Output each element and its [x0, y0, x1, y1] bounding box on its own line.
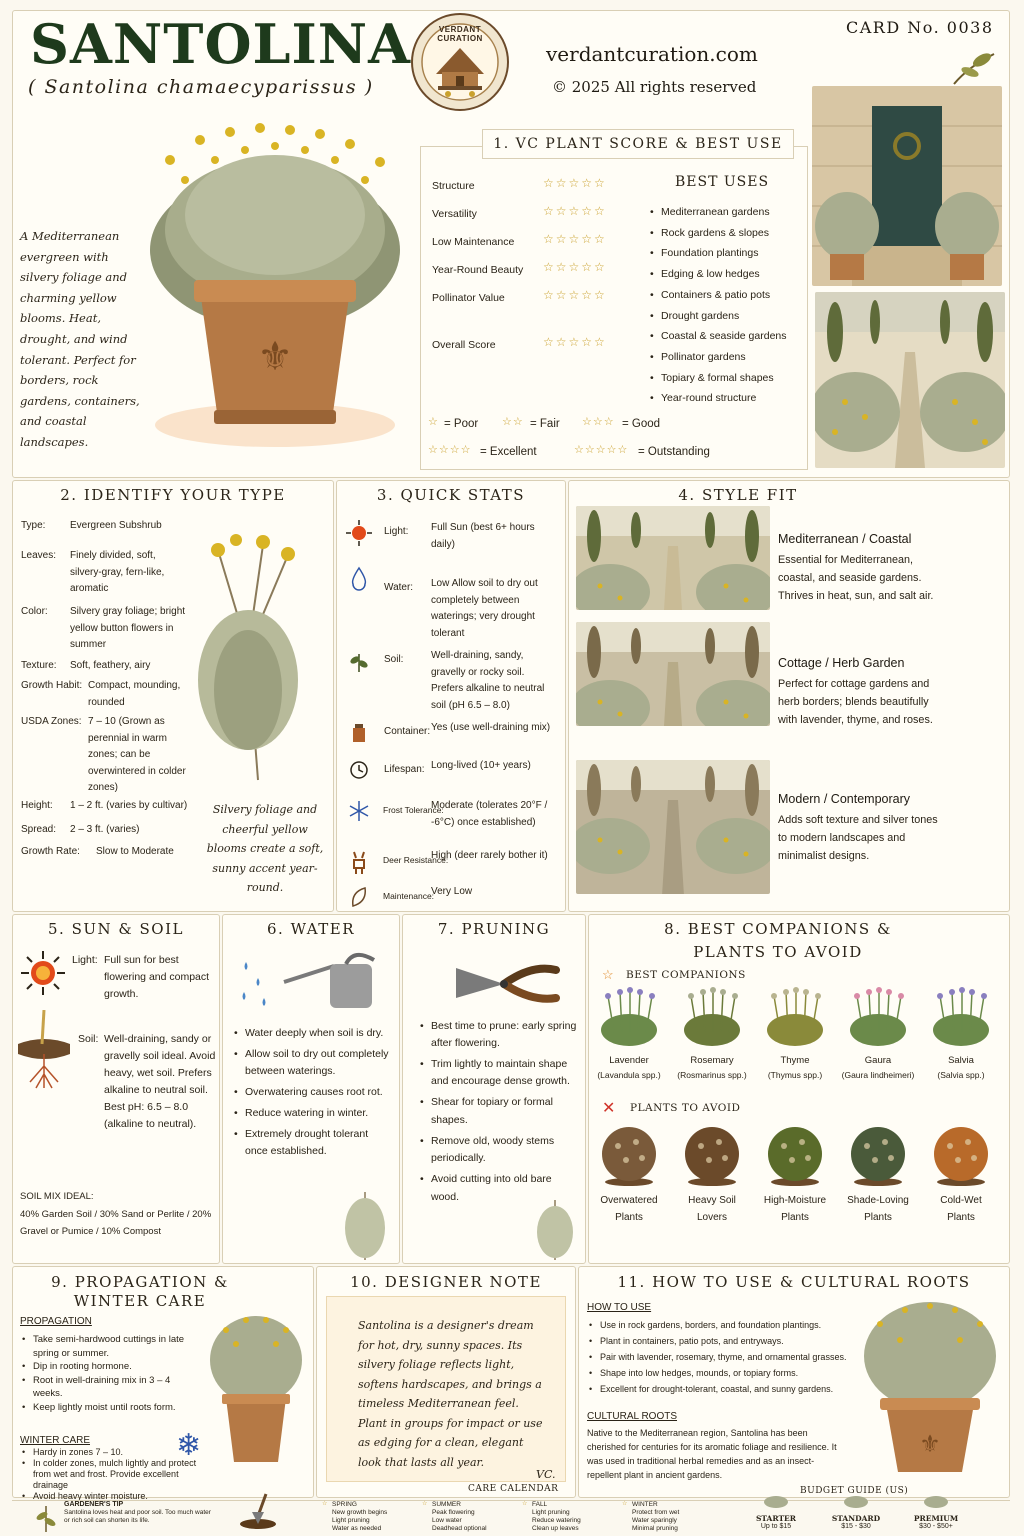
score-label: Pollinator Value — [432, 292, 505, 304]
style-illustration-2 — [576, 622, 770, 726]
season-item: Deadhead optional — [432, 1525, 487, 1532]
best-uses-title: BEST USES — [675, 174, 770, 190]
watering-can-icon — [236, 948, 384, 1014]
legend-stars: ☆ — [428, 415, 439, 428]
avoid-1-illustration — [596, 1122, 662, 1188]
pruning-sprig-illustration — [530, 1196, 580, 1260]
water-tip: • Reduce watering in winter. — [232, 1105, 392, 1122]
x-icon: ✕ — [602, 1098, 616, 1117]
cultural-roots-label: CULTURAL ROOTS — [587, 1411, 678, 1422]
avoid-sub: Plants — [781, 1212, 809, 1223]
identify-key: Spread: — [21, 824, 57, 835]
avoid-5-illustration — [928, 1122, 994, 1188]
companion-latin: (Salvia spp.) — [937, 1070, 985, 1080]
page-title: SANTOLINA — [30, 12, 411, 76]
identify-value: Finely divided, soft, silvery-gray, fern-like, aromatic — [70, 550, 165, 595]
season-star-icon: ☆ — [422, 1500, 428, 1507]
score-label: Versatility — [432, 208, 477, 220]
water-tip: • Allow soil to dry out completely between waterings. — [232, 1046, 392, 1081]
best-use-item: • Containers & patio pots — [648, 285, 808, 306]
howto-list — [587, 1317, 862, 1397]
avoid-4-illustration — [845, 1122, 911, 1188]
style-body: Perfect for cottage gardens and herb borders; blends beautifully with lavender, thyme, and roses. — [778, 678, 933, 727]
avoid-sub: Lovers — [696, 1212, 727, 1223]
sun-soil-label: Soil: — [78, 1033, 99, 1045]
howto-item: • Pair with lavender, rosemary, thyme, and ornamental grasses. — [587, 1349, 862, 1365]
season-item: Minimal pruning — [632, 1525, 678, 1532]
water-tip: • Water deeply when soil is dry. — [232, 1025, 392, 1042]
stat-value: Moderate (tolerates 20°F / -6°C) once established) — [431, 800, 548, 828]
water-tip: • Extremely drought tolerant once established. — [232, 1126, 392, 1161]
designer-note-text: Santolina is a designer's dream for hot, dry, sunny spaces. Its silvery foliage reflects light, softens hardscapes, and brings a timeless Mediterranean feel. Plant in groups for impact or use as edging for a clean, elegant look that lasts all year. — [358, 1319, 543, 1469]
avoid-sub: Plants — [615, 1212, 643, 1223]
season-name: SUMMER — [432, 1501, 461, 1508]
season-item: New growth begins — [332, 1509, 388, 1516]
budget-icon — [842, 1494, 870, 1514]
star-icon: ☆ — [602, 968, 614, 983]
budget-tier: STARTER — [755, 1514, 797, 1523]
sun-soil-text: Well-draining, sandy or gravelly soil ideal. Avoid heavy, wet soil. Prefers alkaline to neutral soil. Best pH: 6.5 – 8.0 (alkaline to neutral). — [104, 1033, 216, 1130]
style-heading: Modern / Contemporary — [778, 792, 911, 806]
identify-key: Type: — [21, 520, 46, 531]
companion-latin: (Rosmarinus spp.) — [677, 1070, 747, 1080]
best-use-item: • Topiary & formal shapes — [648, 368, 808, 389]
sun-light-text: Full sun for best flowering and compact growth. — [104, 954, 210, 1000]
howto-item: • Excellent for drought-tolerant, coastal, and sunny gardens. — [587, 1381, 862, 1397]
season-name: FALL — [532, 1501, 548, 1508]
sun-icon — [344, 520, 374, 548]
stats-title: 3. QUICK STATS — [376, 486, 526, 504]
svg-text:⚜: ⚜ — [257, 334, 293, 380]
howto-title: 11. HOW TO USE & CULTURAL ROOTS — [617, 1273, 971, 1291]
pruning-list — [418, 1014, 578, 1206]
propagation-title-2: WINTER CARE — [73, 1292, 207, 1310]
style-title: 4. STYLE FIT — [678, 486, 798, 504]
pruning-tip: • Best time to prune: early spring after flowering. — [418, 1018, 578, 1053]
tip-title: GARDENER'S TIP — [64, 1501, 124, 1508]
best-use-item: • Coastal & seaside gardens — [648, 326, 808, 347]
season-star-icon: ☆ — [522, 1500, 528, 1507]
stat-key: Frost Tolerance: — [383, 805, 444, 815]
companion-thyme-illustration — [762, 986, 828, 1048]
copyright-text: © 2025 All rights reserved — [552, 78, 757, 96]
identify-key: USDA Zones: — [21, 716, 82, 727]
svg-text:⚜: ⚜ — [919, 1430, 941, 1458]
soil-leaf-icon — [344, 650, 374, 678]
identify-key: Growth Rate: — [21, 846, 80, 857]
avoid-sub: Plants — [947, 1212, 975, 1223]
avoid-sub: Plants — [864, 1212, 892, 1223]
pruning-tip: • Remove old, woody stems periodically. — [418, 1133, 578, 1168]
howto-item: • Shape into low hedges, mounds, or topiary forms. — [587, 1365, 862, 1381]
identify-caption: Silvery foliage and cheerful yellow blooms create a soft, sunny accent year-round. — [206, 803, 324, 894]
identify-value: Silvery gray foliage; bright yellow button flowers in summer — [70, 606, 186, 651]
companion-name: Rosemary — [690, 1055, 734, 1066]
howto-pot-illustration — [860, 1300, 1000, 1476]
score-stars: ☆☆☆☆☆ — [543, 232, 607, 246]
legend-label: = Good — [622, 418, 661, 430]
season-item: Protect from wet — [632, 1509, 680, 1516]
sun-light-label: Light: — [72, 954, 98, 966]
legend-label: = Outstanding — [638, 446, 710, 458]
identify-value: Soft, feathery, airy — [70, 660, 151, 671]
soil-mix-title: SOIL MIX IDEAL: — [20, 1191, 94, 1202]
best-use-item: • Mediterranean gardens — [648, 202, 808, 223]
trowel-icon — [238, 1490, 278, 1530]
winter-care-label: WINTER CARE — [20, 1435, 90, 1446]
season-item: Light pruning — [532, 1509, 570, 1516]
tip-text: Santolina loves heat and poor soil. Too much water or rich soil can shorten its life. — [64, 1509, 211, 1524]
water-list — [232, 1021, 392, 1161]
avoid-name: Heavy Soil — [688, 1195, 736, 1206]
overall-score-label: Overall Score — [432, 339, 496, 351]
propagation-step: • Dip in rooting hormone. — [20, 1360, 200, 1374]
best-use-item: • Foundation plantings — [648, 243, 808, 264]
identify-title: 2. IDENTIFY YOUR TYPE — [60, 486, 286, 504]
style-illustration-1 — [576, 506, 770, 610]
companion-rosemary-illustration — [679, 986, 745, 1048]
best-use-item: • Drought gardens — [648, 306, 808, 327]
companion-name: Lavender — [609, 1055, 649, 1066]
entry-door-illustration — [812, 86, 1002, 286]
budget-title: BUDGET GUIDE (US) — [800, 1486, 909, 1496]
avoid-2-illustration — [679, 1122, 745, 1188]
propagation-label: PROPAGATION — [20, 1316, 92, 1327]
designer-signature: VC. — [536, 1468, 556, 1481]
stat-value: Well-draining, sandy, gravelly or rocky soil. Prefers alkaline to neutral soil (pH 6.5 – 8.0) — [431, 650, 545, 711]
hero-plant-illustration — [140, 120, 410, 450]
identify-value: Evergreen Subshrub — [70, 520, 162, 531]
identify-value: 7 – 10 (Grown as perennial in warm zones; can be overwintered in colder zones) — [88, 716, 186, 794]
soil-roots-icon — [14, 1010, 74, 1090]
winter-care-list — [20, 1447, 200, 1502]
snowflake-icon: ❄ — [176, 1428, 202, 1463]
avoid-name: Shade-Loving — [847, 1195, 909, 1206]
style-body: Adds soft texture and silver tones to modern landscapes and minimalist designs. — [778, 814, 938, 863]
budget-tier: STANDARD — [831, 1514, 881, 1523]
intro-text: A Mediterranean evergreen with silvery foliage and charming yellow blooms. Heat, drought, and wind tolerant. Perfect for borders, rock gardens, containers, and coastal landscapes. — [20, 229, 140, 449]
score-legend — [428, 415, 798, 465]
stat-value: Long-lived (10+ years) — [431, 760, 531, 771]
season-item: Peak flowering — [432, 1509, 475, 1516]
avoid-name: Overwatered — [600, 1195, 658, 1206]
score-label: Year-Round Beauty — [432, 264, 524, 276]
identify-key: Growth Habit: — [21, 680, 83, 691]
style-heading: Cottage / Herb Garden — [778, 656, 905, 670]
identify-key: Texture: — [21, 660, 57, 671]
legend-stars: ☆☆ — [502, 415, 524, 428]
style-body: Essential for Mediterranean, coastal, and seaside gardens. Thrives in heat, sun, and salt air. — [778, 554, 934, 603]
season-star-icon: ☆ — [322, 1500, 328, 1507]
stat-key: Maintenance: — [383, 891, 435, 901]
score-stars: ☆☆☆☆☆ — [543, 288, 607, 302]
best-use-item: • Edging & low hedges — [648, 264, 808, 285]
best-uses-list — [648, 202, 808, 409]
propagation-title-1: 9. PROPAGATION & — [51, 1273, 229, 1291]
card-number: CARD No. 0038 — [846, 18, 994, 37]
companion-name: Salvia — [948, 1055, 974, 1066]
legend-stars: ☆☆☆☆☆ — [574, 443, 629, 456]
season-item: Water sparingly — [632, 1517, 677, 1524]
avoid-3-illustration — [762, 1122, 828, 1188]
score-label: Low Maintenance — [432, 236, 515, 248]
companion-name: Thyme — [780, 1055, 810, 1066]
season-item: Low water — [432, 1517, 462, 1524]
budget-price: $15 - $30 — [841, 1523, 871, 1530]
pruning-title: 7. PRUNING — [437, 920, 551, 938]
stat-key: Soil: — [384, 654, 404, 665]
score-title: 1. VC PLANT SCORE & BEST USE — [493, 136, 783, 152]
soil-mix-text: 40% Garden Soil / 30% Sand or Perlite / 20% Gravel or Pumice / 10% Compost — [20, 1209, 212, 1237]
best-use-item: • Year-round structure — [648, 388, 808, 409]
season-item: Reduce watering — [532, 1517, 581, 1524]
calendar-title: CARE CALENDAR — [468, 1484, 559, 1494]
score-stars: ☆☆☆☆☆ — [543, 204, 607, 218]
propagation-list — [20, 1333, 200, 1415]
garden-path-illustration — [815, 292, 1005, 468]
companion-latin: (Thymus spp.) — [767, 1070, 823, 1080]
season-star-icon: ☆ — [622, 1500, 628, 1507]
maintenance-leaf-icon — [344, 886, 374, 914]
stat-key: Deer Resistance: — [383, 855, 449, 865]
santolina-sprig-illustration — [188, 530, 328, 790]
website-link[interactable]: verdantcuration.com — [546, 42, 758, 66]
propagation-step: • Root in well-draining mix in 3 – 4 weeks. — [20, 1374, 200, 1401]
pruning-tip: • Trim lightly to maintain shape and encourage dense growth. — [418, 1056, 578, 1091]
best-use-item: • Rock gardens & slopes — [648, 223, 808, 244]
stat-value: Low Allow soil to dry out completely between waterings; very drought tolerant — [431, 578, 538, 639]
howto-item: • Plant in containers, patio pots, and entryways. — [587, 1333, 862, 1349]
identify-value: Compact, mounding, rounded — [88, 680, 181, 708]
winter-care-step: • Hardy in zones 7 – 10. — [20, 1447, 200, 1458]
winter-care-step: • In colder zones, mulch lightly and protect from wet and frost. Provide excellent drainage — [20, 1458, 200, 1491]
logo-text: VERDANT CURATION — [437, 25, 483, 43]
season-item: Clean up leaves — [532, 1525, 579, 1532]
potted-santolina-illustration — [206, 1310, 306, 1466]
brand-logo — [410, 12, 510, 112]
overall-score-stars: ☆☆☆☆☆ — [543, 335, 607, 349]
legend-stars: ☆☆☆☆ — [428, 443, 472, 456]
best-use-item: • Pollinator gardens — [648, 347, 808, 368]
identify-key: Height: — [21, 800, 53, 811]
stat-value: Yes (use well-draining mix) — [431, 722, 551, 733]
style-heading: Mediterranean / Coastal — [778, 532, 912, 546]
howto-label: HOW TO USE — [587, 1302, 652, 1313]
water-drop-icon — [344, 566, 374, 594]
frost-snowflake-icon — [344, 800, 374, 828]
container-icon — [344, 722, 374, 750]
score-stars: ☆☆☆☆☆ — [543, 176, 607, 190]
stat-value: Full Sun (best 6+ hours daily) — [431, 522, 535, 550]
budget-icon — [922, 1494, 950, 1514]
companion-lavender-illustration — [596, 986, 662, 1048]
identify-value: 1 – 2 ft. (varies by cultivar) — [70, 800, 188, 811]
style-illustration-3 — [576, 760, 770, 894]
stat-key: Lifespan: — [384, 764, 425, 775]
deer-icon — [344, 850, 374, 878]
companion-salvia-illustration — [928, 986, 994, 1048]
pruning-tip: • Avoid cutting into old bare wood. — [418, 1171, 578, 1206]
season-name: SPRING — [332, 1501, 357, 1508]
lifespan-clock-icon — [344, 760, 374, 788]
companion-latin: (Gaura lindheimeri) — [841, 1070, 915, 1080]
budget-tier: PREMIUM — [913, 1514, 959, 1523]
budget-icon — [762, 1494, 790, 1514]
score-stars: ☆☆☆☆☆ — [543, 260, 607, 274]
stat-key: Container: — [384, 726, 431, 737]
pruning-shears-icon — [452, 958, 562, 1008]
winter-care-step: • Avoid heavy winter moisture. — [20, 1491, 200, 1502]
stat-value: High (deer rarely bother it) — [431, 850, 548, 861]
score-label: Structure — [432, 180, 475, 192]
pruning-tip: • Shear for topiary or formal shapes. — [418, 1094, 578, 1129]
legend-label: = Poor — [444, 418, 479, 430]
leaf-icon — [950, 48, 998, 88]
season-name: WINTER — [632, 1501, 658, 1508]
budget-price: $30 - $50+ — [919, 1523, 953, 1530]
legend-label: = Fair — [530, 418, 560, 430]
season-item: Light pruning — [332, 1517, 370, 1524]
stat-key: Water: — [384, 582, 414, 593]
identify-value: Slow to Moderate — [96, 846, 174, 857]
avoid-name: Cold-Wet — [940, 1195, 982, 1206]
howto-item: • Use in rock gardens, borders, and foundation plantings. — [587, 1317, 862, 1333]
companion-name: Gaura — [864, 1055, 892, 1066]
propagation-step: • Take semi-hardwood cuttings in late spring or summer. — [20, 1333, 200, 1360]
companions-title-2: PLANTS TO AVOID — [693, 943, 863, 961]
companion-gaura-illustration — [845, 986, 911, 1048]
best-companions-label: BEST COMPANIONS — [626, 969, 746, 981]
cultural-roots-text: Native to the Mediterranean region, Santolina has been cherished for centuries for its aromatic foliage and resilience. It was used in traditional herbal remedies and as an insect-repellent plant in ancient gardens. — [587, 1428, 837, 1480]
avoid-name: High-Moisture — [763, 1195, 827, 1206]
designer-title: 10. DESIGNER NOTE — [350, 1273, 542, 1291]
companion-latin: (Lavandula spp.) — [597, 1070, 661, 1080]
sun-title: 5. SUN & SOIL — [48, 920, 184, 938]
water-title: 6. WATER — [266, 920, 355, 938]
sun-icon — [20, 950, 66, 996]
water-sprig-illustration — [340, 1186, 390, 1260]
plants-to-avoid-label: PLANTS TO AVOID — [630, 1102, 741, 1114]
leaf-tip-icon — [34, 1502, 58, 1532]
season-item: Water as needed — [332, 1525, 382, 1532]
water-tip: • Overwatering causes root rot. — [232, 1084, 392, 1101]
stat-key: Light: — [384, 526, 409, 537]
legend-stars: ☆☆☆ — [582, 415, 615, 428]
identify-value: 2 – 3 ft. (varies) — [70, 824, 140, 835]
budget-price: Up to $15 — [760, 1523, 792, 1530]
stat-value: Very Low — [431, 886, 473, 897]
latin-name: ( Santolina chamaecyparissus ) — [28, 76, 374, 98]
propagation-step: • Keep lightly moist until roots form. — [20, 1401, 200, 1415]
companions-title-1: 8. BEST COMPANIONS & — [664, 920, 892, 938]
identify-key: Leaves: — [21, 550, 57, 561]
legend-label: = Excellent — [480, 446, 537, 458]
identify-key: Color: — [21, 606, 48, 617]
